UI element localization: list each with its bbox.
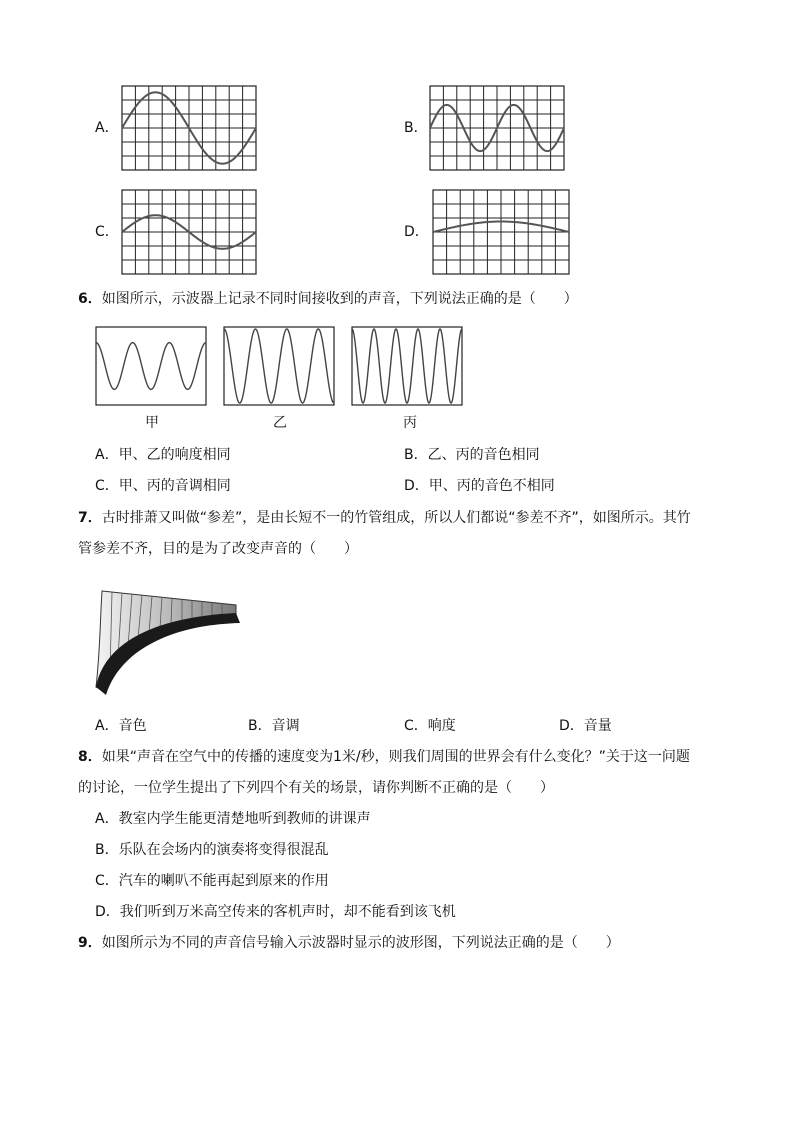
question-text-line1: 古时排萧又叫做“参差”，是由长短不一的竹管组成，所以人们都说“参差不齐”，如图所示。其竹: [101, 510, 691, 526]
q6-caption-bing: 丙: [403, 415, 417, 431]
q5-option-a-label: A．: [95, 120, 119, 136]
q6-caption-yi: 乙: [273, 415, 287, 431]
question-8: [78, 747, 690, 767]
q5-option-d-label: D．: [404, 224, 429, 240]
question-number: 7．: [78, 510, 102, 526]
q7-option-b: B．音调: [248, 718, 300, 734]
q8-option-c: C．汽车的喇叭不能再起到原来的作用: [95, 873, 329, 889]
question-text: 如图所示，示波器上记录不同时间接收到的声音，下列说法正确的是（ ）: [101, 291, 578, 307]
q6-figure-bing-oscillogram: [352, 327, 462, 405]
q6-figure-jia-oscillogram: [96, 327, 206, 405]
q6-figure-yi-oscillogram: [224, 327, 334, 405]
question-7: [78, 508, 691, 528]
q8-option-b: B．乐队在会场内的演奏将变得很混乱: [95, 842, 329, 858]
q6-option-a: A．甲、乙的响度相同: [95, 447, 231, 463]
waveform-line: [352, 329, 462, 403]
q7-option-c: C．响度: [404, 718, 456, 734]
q6-option-b: B．乙、丙的音色相同: [404, 447, 540, 463]
q6-option-d: D．甲、丙的音色不相同: [404, 478, 555, 494]
question-text-line1: 如果“声音在空气中的传播的速度变为1米/秒，则我们周围的世界会有什么变化？”关于这一问题: [101, 749, 690, 765]
q5-option-b-oscillogram: [430, 86, 564, 170]
q8-option-a: A．教室内学生能更清楚地听到教师的讲课声: [95, 811, 371, 827]
question-8-text-line2: 的讨论，一位学生提出了下列四个有关的场景，请你判断不正确的是（ ）: [78, 780, 554, 796]
question-number: 6．: [78, 291, 102, 307]
q5-option-b-label: B．: [404, 120, 428, 136]
question-number: 8．: [78, 749, 102, 765]
q5-option-a-oscillogram: [122, 86, 256, 170]
panpipe-illustration: [94, 583, 244, 698]
q6-option-c: C．甲、丙的音调相同: [95, 478, 231, 494]
question-6: [78, 289, 578, 309]
question-7-text-line2: 管参差不齐，目的是为了改变声音的（ ）: [78, 541, 358, 557]
waveform-line: [224, 329, 334, 403]
question-text: 如图所示为不同的声音信号输入示波器时显示的波形图，下列说法正确的是（ ）: [101, 935, 620, 951]
q6-caption-jia: 甲: [145, 415, 159, 431]
oscillogram-frame: [96, 327, 206, 405]
waveform-line: [96, 343, 206, 390]
q7-option-a: A．音色: [95, 718, 147, 734]
question-number: 9．: [78, 935, 102, 951]
q5-option-d-oscillogram: [433, 190, 569, 274]
q7-option-d: D．音量: [559, 718, 612, 734]
oscillogram-grid: [433, 190, 569, 274]
q8-option-d: D．我们听到万米高空传来的客机声时，却不能看到该飞机: [95, 904, 456, 920]
q5-option-c-oscillogram: [122, 190, 256, 274]
question-9: [78, 933, 620, 953]
q5-option-c-label: C．: [95, 224, 119, 240]
